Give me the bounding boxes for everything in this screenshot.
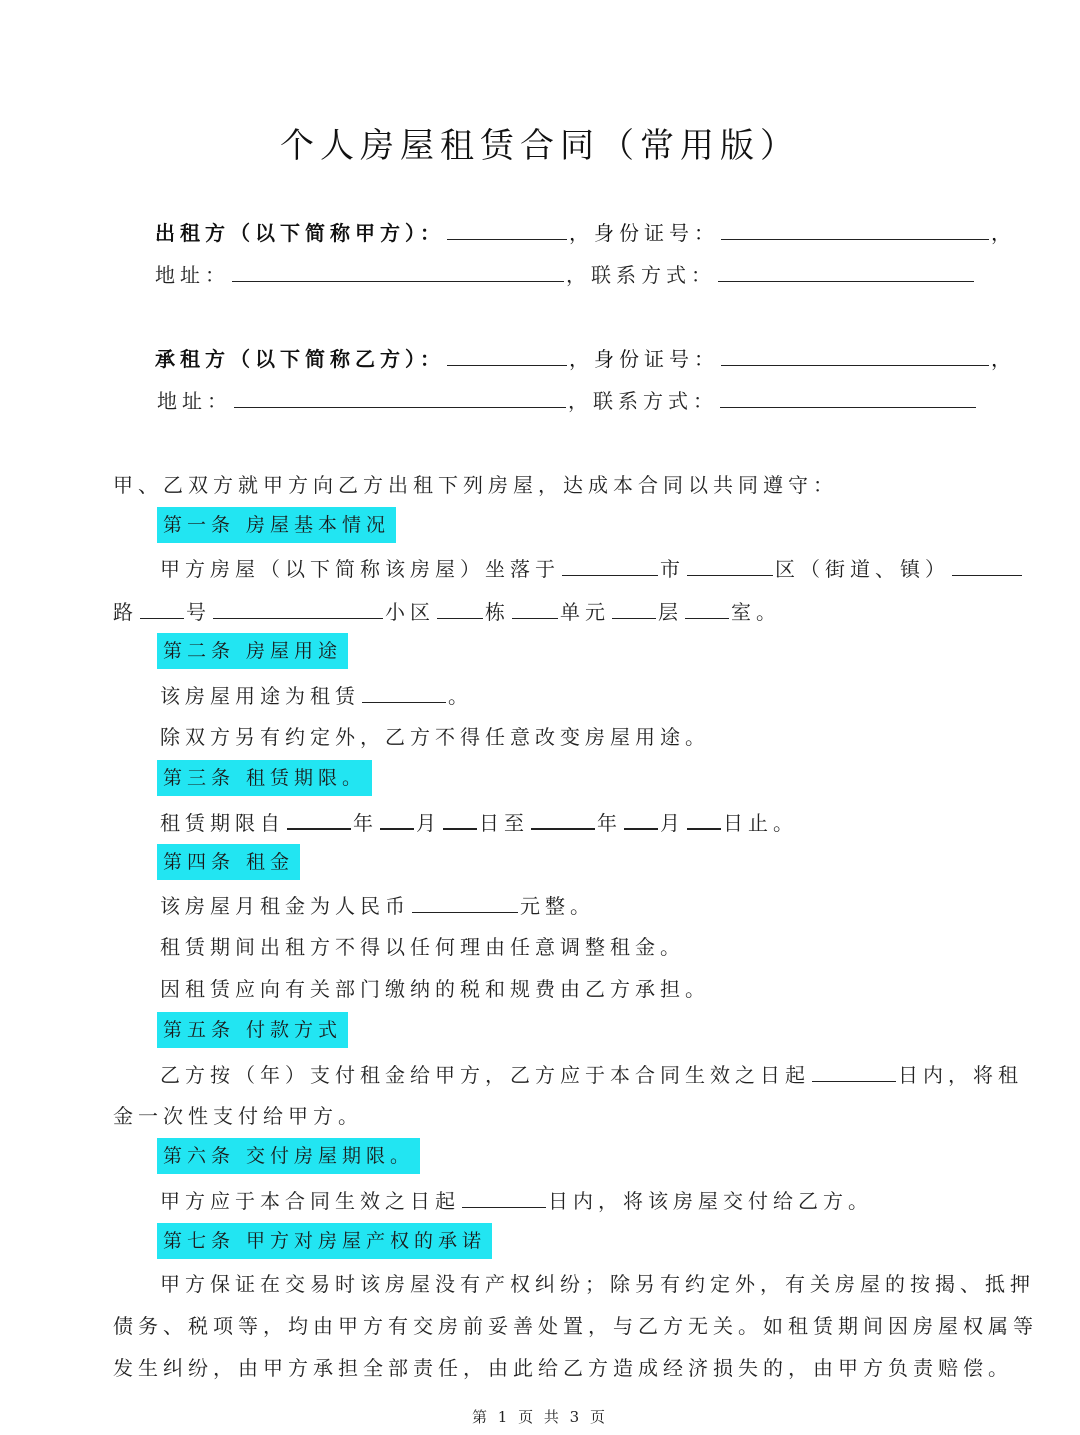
article-1-line-1 <box>160 553 1024 584</box>
city-blank <box>562 553 658 576</box>
lessor-address-label: 地址： <box>155 263 230 287</box>
lessee-label: 承租方（以下简称乙方）： <box>155 347 445 371</box>
district-label: 区（街道、镇） <box>775 557 950 581</box>
delivery-text-end: 日内，将该房屋交付给乙方。 <box>548 1189 873 1213</box>
usage-blank <box>362 680 446 703</box>
lessee-line <box>155 343 1016 374</box>
road-label: 路 <box>113 600 138 624</box>
lessee-contact-blank <box>720 385 976 408</box>
room-label: 室。 <box>731 600 781 624</box>
delivery-text: 甲方应于本合同生效之日起 <box>160 1189 460 1213</box>
lessee-address-blank <box>234 385 566 408</box>
start-month-blank <box>380 806 414 830</box>
article-4-heading: 第四条 租金 <box>157 844 300 880</box>
rent-unit: 元整。 <box>520 894 595 918</box>
building-label: 栋 <box>485 600 510 624</box>
room-blank <box>685 596 729 619</box>
usage-text: 该房屋用途为租赁 <box>160 684 360 708</box>
rent-amount-blank <box>412 890 518 913</box>
road-no-blank <box>140 596 184 619</box>
city-label: 市 <box>660 557 685 581</box>
delivery-days-blank <box>462 1185 546 1208</box>
start-year-label: 年 <box>353 811 378 835</box>
unit-label: 单元 <box>560 600 610 624</box>
lessee-address-label: 地址： <box>157 389 232 413</box>
article-7-line-1: 甲方保证在交易时该房屋没有产权纠纷；除另有约定外，有关房屋的按揭、抵押 <box>160 1272 1035 1296</box>
lessor-label: 出租方（以下简称甲方）： <box>155 221 445 245</box>
art1-location-text: 甲方房屋（以下简称该房屋）坐落于 <box>160 557 560 581</box>
lessee-id-label: ，身份证号： <box>569 347 719 371</box>
usage-period: 。 <box>448 684 473 708</box>
article-5-heading: 第五条 付款方式 <box>157 1012 348 1048</box>
lessor-end-comma: ， <box>991 221 1016 245</box>
article-2-line-1 <box>160 680 473 711</box>
community-blank <box>213 596 383 619</box>
floor-blank <box>612 596 656 619</box>
end-month-label: 月 <box>660 811 685 835</box>
payment-days-blank <box>812 1059 896 1082</box>
unit-blank <box>512 596 558 619</box>
lessor-contact-blank <box>718 259 974 282</box>
street-blank <box>952 553 1022 576</box>
article-7-line-3: 发生纠纷，由甲方承担全部责任，由此给乙方造成经济损失的，由甲方负责赔偿。 <box>113 1356 1013 1380</box>
start-day-label: 日至 <box>479 811 529 835</box>
article-4-line-3: 因租赁应向有关部门缴纳的税和规费由乙方承担。 <box>160 977 710 1001</box>
lessee-name-blank <box>447 343 567 366</box>
lessor-name-blank <box>447 217 567 240</box>
article-6-heading: 第六条 交付房屋期限。 <box>157 1138 420 1174</box>
end-year-blank <box>531 806 595 830</box>
lessee-address-line <box>157 385 978 416</box>
article-3-line <box>160 806 798 838</box>
lessor-id-label: ，身份证号： <box>569 221 719 245</box>
article-6-line <box>160 1185 873 1216</box>
lessee-id-blank <box>721 343 989 366</box>
payment-text-end: 日内，将租 <box>898 1063 1023 1087</box>
article-4-line-2: 租赁期间出租方不得以任何理由任意调整租金。 <box>160 935 685 959</box>
end-day-label: 日止。 <box>723 811 798 835</box>
article-2-heading: 第二条 房屋用途 <box>157 633 348 669</box>
district-blank <box>687 553 773 576</box>
article-5-line-1 <box>160 1059 1023 1090</box>
article-2-line-2: 除双方另有约定外，乙方不得任意改变房屋用途。 <box>160 725 710 749</box>
article-1-heading: 第一条 房屋基本情况 <box>157 507 396 543</box>
floor-label: 层 <box>658 600 683 624</box>
article-7-heading: 第七条 甲方对房屋产权的承诺 <box>157 1223 492 1259</box>
building-blank <box>437 596 483 619</box>
lessee-end-comma: ， <box>991 347 1016 371</box>
lessor-address-line <box>155 259 976 290</box>
lessor-id-blank <box>721 217 989 240</box>
article-5-line-2: 金一次性支付给甲方。 <box>113 1104 363 1128</box>
start-day-blank <box>443 806 477 830</box>
article-4-line-1 <box>160 890 595 921</box>
end-month-blank <box>624 806 658 830</box>
term-start-text: 租赁期限自 <box>160 811 285 835</box>
lessor-line <box>155 217 1016 248</box>
start-month-label: 月 <box>416 811 441 835</box>
lessee-contact-label: ，联系方式： <box>568 389 718 413</box>
page-number-footer: 第 1 页 共 3 页 <box>472 1408 608 1426</box>
lessor-contact-label: ，联系方式： <box>566 263 716 287</box>
start-year-blank <box>287 806 351 830</box>
number-label: 号 <box>186 600 211 624</box>
article-3-heading: 第三条 租赁期限。 <box>157 760 372 796</box>
end-year-label: 年 <box>597 811 622 835</box>
rent-text: 该房屋月租金为人民币 <box>160 894 410 918</box>
article-7-line-2: 债务、税项等，均由甲方有交房前妥善处置，与乙方无关。如租赁期间因房屋权属等 <box>113 1314 1038 1338</box>
payment-text: 乙方按（年）支付租金给甲方，乙方应于本合同生效之日起 <box>160 1063 810 1087</box>
intro-paragraph: 甲、乙双方就甲方向乙方出租下列房屋，达成本合同以共同遵守： <box>113 473 838 497</box>
document-title: 个人房屋租赁合同（常用版） <box>280 126 800 166</box>
article-1-line-2 <box>113 596 781 627</box>
end-day-blank <box>687 806 721 830</box>
lessor-address-blank <box>232 259 564 282</box>
community-label: 小区 <box>385 600 435 624</box>
